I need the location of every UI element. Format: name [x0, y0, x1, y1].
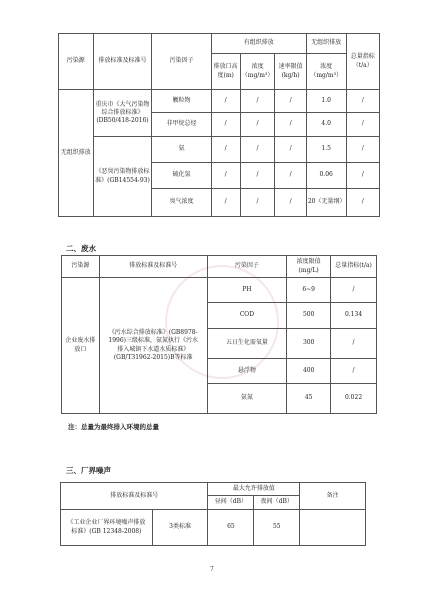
- limit-cell: 6~9: [287, 278, 331, 303]
- noise-standard-cell: 《工业企业厂界环境噪声排放标准》(GB 12348-2008): [61, 510, 153, 546]
- total-cell: 0.134: [331, 303, 377, 329]
- unorg-cell: 1.5: [306, 137, 346, 163]
- header-unorganized: 无组织排放: [306, 34, 346, 54]
- factor-cell: PH: [207, 278, 287, 303]
- factor-cell: 五日生化需氧量: [207, 329, 287, 359]
- header-factor: 污染因子: [152, 34, 211, 90]
- header-source: 污染源: [59, 34, 94, 90]
- factor-cell: 氨氮: [207, 384, 287, 414]
- standard-cell: 重庆市《大气污染物综合排放标准》(DB50/418-2016): [93, 90, 152, 137]
- height-cell: /: [211, 163, 240, 189]
- section-title-noise: 三、厂界噪声: [66, 466, 111, 475]
- page-number: 7: [210, 566, 214, 573]
- factor-cell: COD: [207, 303, 287, 329]
- total-cell: /: [346, 163, 379, 189]
- header-organized: 有组织排放: [211, 34, 306, 54]
- wastewater-note: 注：总量为最终排入环境的总量: [68, 423, 159, 431]
- factor-cell: 臭气浓度: [152, 189, 211, 217]
- noise-table: [60, 482, 366, 546]
- limit-cell: 45: [287, 384, 331, 414]
- factor-cell: 颗粒物: [152, 90, 211, 113]
- total-cell: /: [346, 90, 379, 113]
- total-cell: 0.022: [331, 384, 377, 414]
- source-cell: 企业废水排放口: [62, 278, 100, 414]
- total-cell: /: [346, 113, 379, 137]
- conc-cell: /: [240, 90, 275, 113]
- wastewater-table: [61, 255, 377, 414]
- height-cell: /: [211, 90, 240, 113]
- header-source: 污染源: [62, 256, 100, 278]
- limit-cell: 500: [287, 303, 331, 329]
- rate-cell: /: [275, 90, 306, 113]
- total-cell: /: [346, 137, 379, 163]
- noise-remark-cell: [300, 510, 366, 546]
- unorg-cell: 0.06: [306, 163, 346, 189]
- header-total: 总量指标(t/a): [331, 256, 377, 278]
- conc-cell: /: [240, 137, 275, 163]
- header-standard: 排放标准及标准号: [93, 34, 152, 90]
- header-limit: 最大允许排放值: [208, 483, 300, 496]
- total-cell: /: [346, 189, 379, 217]
- factor-cell: 氨: [152, 137, 211, 163]
- noise-day-cell: 65: [208, 510, 254, 546]
- noise-night-cell: 55: [254, 510, 300, 546]
- unorg-cell: 1.0: [306, 90, 346, 113]
- header-unorg-conc: 浓度（mg/m³）: [306, 54, 346, 90]
- header-day: 昼间（dB）: [208, 496, 254, 510]
- total-cell: /: [331, 359, 377, 384]
- limit-cell: 300: [287, 329, 331, 359]
- section-title-wastewater: 二、废水: [66, 244, 96, 253]
- unorg-cell: 20（无量纲）: [306, 189, 346, 217]
- header-limit: 浓度限值(mg/L): [287, 256, 331, 278]
- factor-cell: 非甲烷总烃: [152, 113, 211, 137]
- header-rate: 速率限值(kg/h): [275, 54, 306, 90]
- header-night: 夜间（dB）: [254, 496, 300, 510]
- total-cell: /: [331, 278, 377, 303]
- height-cell: /: [211, 113, 240, 137]
- standard-cell: 《恶臭污染物排放标准》(GB14554-93): [93, 137, 152, 217]
- noise-class-cell: 3类标准: [152, 510, 208, 546]
- header-standard: 排放标准及标准号: [61, 483, 208, 510]
- source-cell: 无组织排放: [59, 90, 94, 217]
- header-factor: 污染因子: [207, 256, 287, 278]
- rate-cell: /: [275, 137, 306, 163]
- rate-cell: /: [275, 113, 306, 137]
- rate-cell: /: [275, 189, 306, 217]
- total-cell: /: [331, 329, 377, 359]
- header-outlet-height: 排放口高度(m): [211, 54, 240, 90]
- limit-cell: 400: [287, 359, 331, 384]
- air-emission-table: [58, 33, 380, 217]
- rate-cell: /: [275, 163, 306, 189]
- conc-cell: /: [240, 163, 275, 189]
- header-remark: 备注: [300, 483, 366, 510]
- height-cell: /: [211, 137, 240, 163]
- factor-cell: 悬浮物: [207, 359, 287, 384]
- header-total: 总量指标（t/a）: [346, 34, 379, 90]
- header-concentration: 浓度（mg/m³）: [240, 54, 275, 90]
- header-standard: 排放标准及标准号: [99, 256, 207, 278]
- height-cell: /: [211, 189, 240, 217]
- conc-cell: /: [240, 113, 275, 137]
- factor-cell: 硫化氢: [152, 163, 211, 189]
- conc-cell: /: [240, 189, 275, 217]
- standard-cell: 《污水综合排放标准》(GB8978-1996)三级标准，氨氮执行《污水排入城镇下水道水质标准》(GB/T31962-2015)B等标准: [99, 278, 207, 414]
- unorg-cell: 4.0: [306, 113, 346, 137]
